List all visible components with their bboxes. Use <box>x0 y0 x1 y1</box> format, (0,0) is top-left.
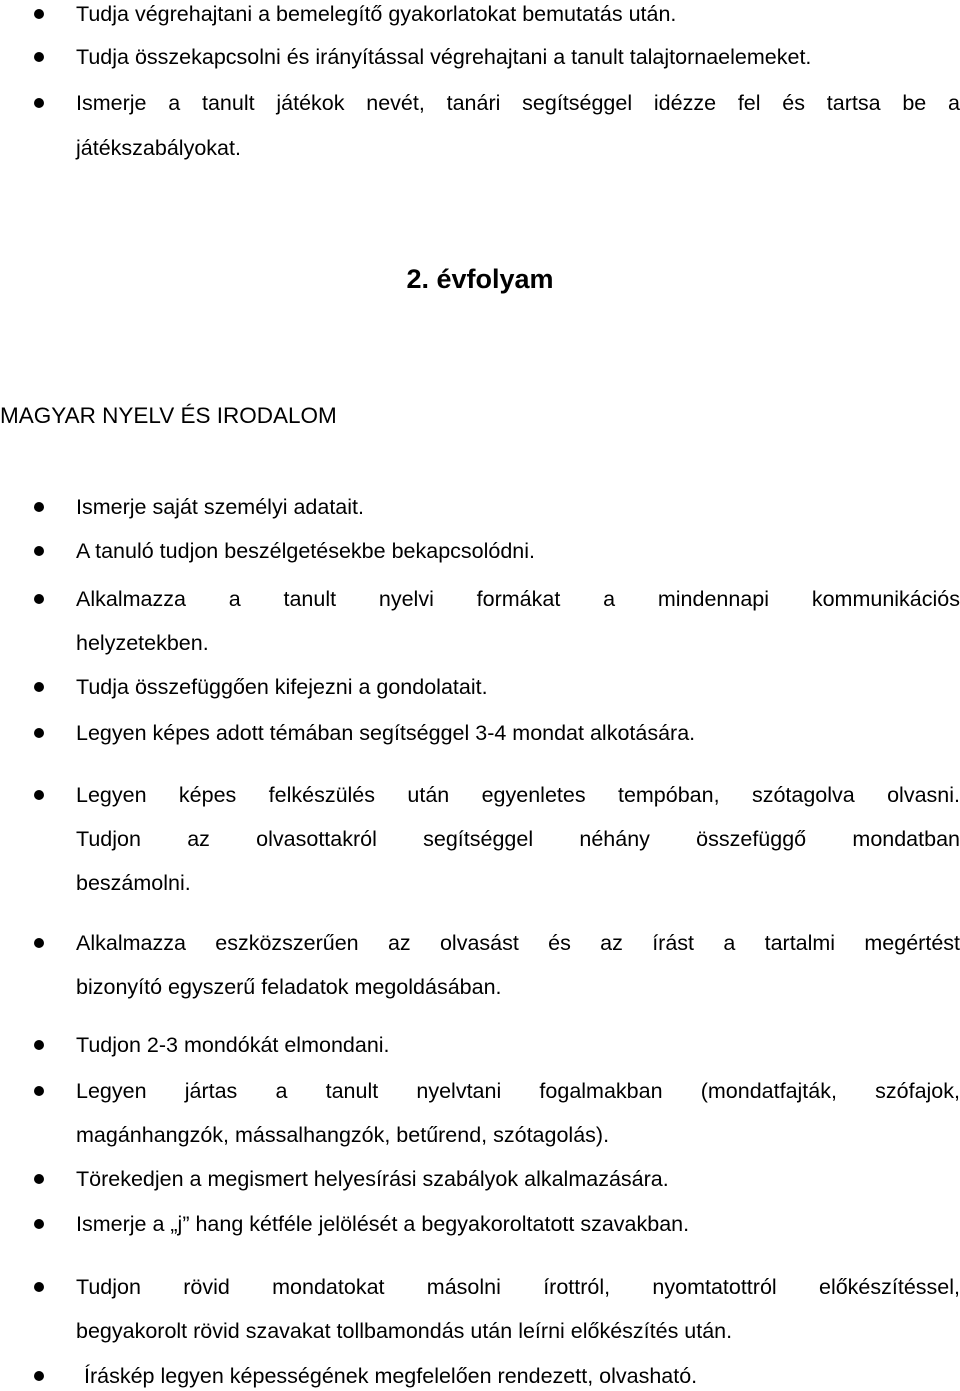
bullet-icon <box>34 728 44 738</box>
list-item: Tudja végrehajtani a bemelegítő gyakorlatokat bemutatás után. <box>76 2 677 26</box>
bullet-icon <box>34 938 44 948</box>
bullet-icon <box>34 52 44 62</box>
bullet-icon <box>34 1219 44 1229</box>
bullet-icon <box>34 1282 44 1292</box>
bullet-icon <box>34 9 44 19</box>
subject-heading: MAGYAR NYELV ÉS IRODALOM <box>0 403 337 428</box>
list-item-continuation: helyzetekben. <box>76 631 209 655</box>
bullet-icon <box>34 1371 44 1381</box>
list-item: Legyen képes felkészülés után egyenletes tempóban, szótagolva olvasni. <box>76 783 960 807</box>
list-item: Ismerje saját személyi adatait. <box>76 495 364 519</box>
bullet-icon <box>34 502 44 512</box>
list-item: Tudja összekapcsolni és irányítással végrehajtani a tanult talajtornaelemeket. <box>76 45 812 69</box>
list-item: Legyen jártas a tanult nyelvtani fogalmakban (mondatfajták, szófajok, <box>76 1079 960 1103</box>
list-item-continuation: Tudjon az olvasottakról segítséggel néhány összefüggő mondatban <box>76 827 960 851</box>
list-item: Tudjon rövid mondatokat másolni írottról, nyomtatottról előkészítéssel, <box>76 1275 960 1299</box>
list-item: Legyen képes adott témában segítséggel 3-4 mondat alkotására. <box>76 721 696 745</box>
grade-heading: 2. évfolyam <box>406 264 554 294</box>
list-item: Ismerje a „j” hang kétféle jelölését a begyakoroltatott szavakban. <box>76 1212 690 1236</box>
list-item: Íráskép legyen képességének megfelelően rendezett, olvasható. <box>84 1364 698 1388</box>
list-item-continuation: beszámolni. <box>76 871 191 895</box>
list-item: Ismerje a tanult játékok nevét, tanári segítséggel idézze fel és tartsa be a <box>76 91 960 115</box>
list-item: Alkalmazza a tanult nyelvi formákat a mindennapi kommunikációs <box>76 587 960 611</box>
list-item: Tudjon 2-3 mondókát elmondani. <box>76 1033 390 1057</box>
list-item: Törekedjen a megismert helyesírási szabályok alkalmazására. <box>76 1167 669 1191</box>
list-item-continuation: játékszabályokat. <box>76 136 241 160</box>
bullet-icon <box>34 790 44 800</box>
list-item-continuation: begyakorolt rövid szavakat tollbamondás után leírni előkészítés után. <box>76 1319 733 1343</box>
bullet-icon <box>34 1086 44 1096</box>
list-item: Tudja összefüggően kifejezni a gondolatait. <box>76 675 488 699</box>
list-item-continuation: magánhangzók, mássalhangzók, betűrend, szótagolás). <box>76 1123 610 1147</box>
list-item: A tanuló tudjon beszélgetésekbe bekapcsolódni. <box>76 539 536 563</box>
bullet-icon <box>34 682 44 692</box>
bullet-icon <box>34 98 44 108</box>
bullet-icon <box>34 546 44 556</box>
list-item-continuation: bizonyító egyszerű feladatok megoldásában. <box>76 975 502 999</box>
bullet-icon <box>34 1174 44 1184</box>
list-item: Alkalmazza eszközszerűen az olvasást és az írást a tartalmi megértést <box>76 931 960 955</box>
bullet-icon <box>34 594 44 604</box>
bullet-icon <box>34 1040 44 1050</box>
